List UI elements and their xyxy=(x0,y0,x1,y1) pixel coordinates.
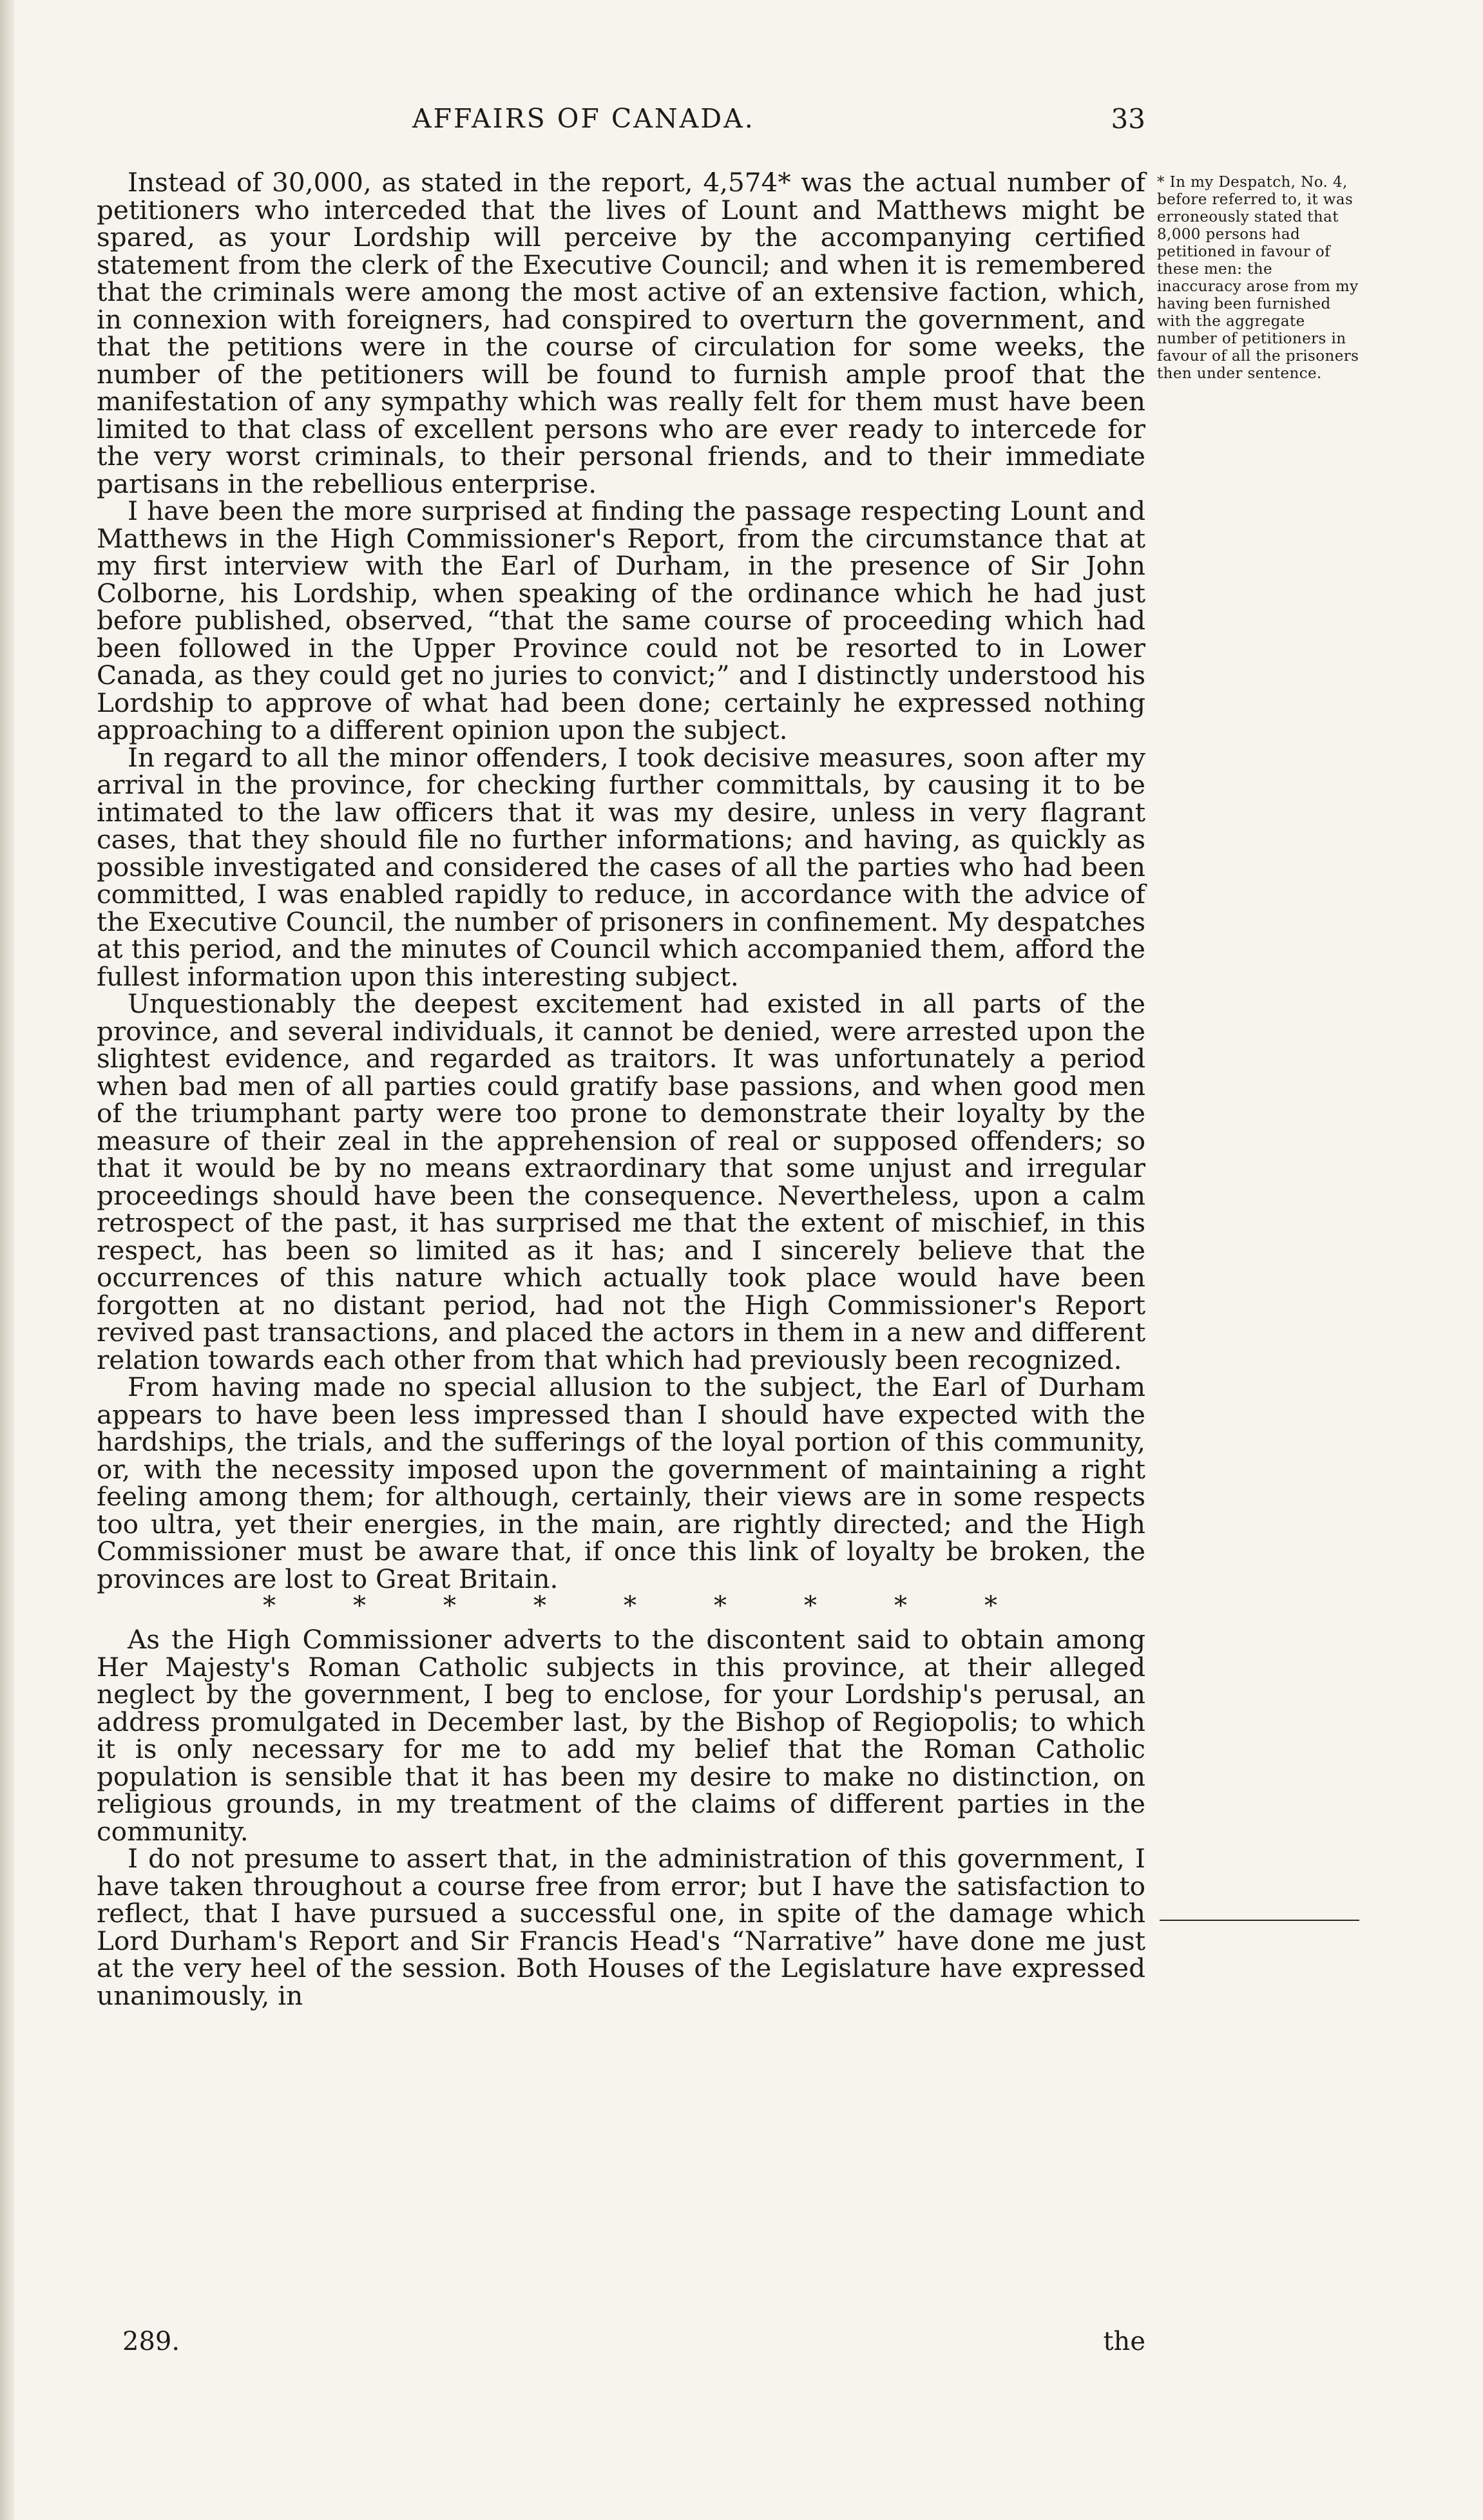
paragraph-3: In regard to all the minor offenders, I took decisive measures, soon after my arrival in the province, for checking further committals, by causing it to be intimated to the law officers that it was my desire, unless in very flagrant cases, that they should file no further informations; and having, as quickly as possible investigated and considered the cases of all the parties who had been committed, I was enabled rapidly to reduce, in accordance with the advice of the Executive Council, the number of prisoners in confinement. My despatches at this period, and the minutes of Council which accompanied them, afford the fullest information upon this interesting subject. xyxy=(97,741,1145,992)
paragraph-2: I have been the more surprised at finding the passage respecting Lount and Matthews in the High Commissioner's Report, from the circumstance that at my first interview with the Earl of Durham, in the presence of Sir John Colborne, his Lordship, when speaking of the ordinance which he had just before published, observed, “that the same course of proceeding which had been followed in the Upper Province could not be resorted to in Lower Canada, as they could get no juries to convict;” and I distinctly understood his Lordship to approve of what had been done; certainly he expressed nothing approaching to a different opinion upon the subject. xyxy=(97,495,1145,745)
asterisk: * xyxy=(984,1591,997,1621)
asterisk: * xyxy=(443,1591,456,1621)
signature-mark: 289. xyxy=(122,2327,180,2356)
asterisk: * xyxy=(714,1591,727,1621)
catchword: the xyxy=(1103,2327,1145,2356)
section-break-asterisks xyxy=(263,1592,997,1619)
asterisk: * xyxy=(624,1591,636,1621)
paragraph-1: Instead of 30,000, as stated in the report, 4,574* was the actual number of petitioners who interceded that the lives of Lount and Matthews might be spared, as your Lordship will perceive by the accompanying certified statement from the clerk of the Executive Council; and when it is remembered that the criminals were among the most active of an extensive faction, which, in connexion with foreigners, had conspired to overturn the government, and that the petitions were in the course of circulation for some weeks, the number of the petitioners will be found to furnish ample proof that the manifestation of any sympathy which was really felt for them must have been limited to that class of excellent persons who are ever ready to intercede for the very worst criminals, to their personal friends, and to their immediate partisans in the rebellious enterprise. xyxy=(97,167,1145,499)
running-title: AFFAIRS OF CANADA. xyxy=(412,103,755,134)
paragraph-7: I do not presume to assert that, in the administration of this government, I have taken throughout a course free from error; but I have the satisfaction to reflect, that I have pursued a successful one, in spite of the damage which Lord Durham's Report and Sir Francis Head's “Narrative” have done me just at the very heel of the session. Both Houses of the Legislature have expressed unanimously, in xyxy=(97,1843,1145,2011)
marginal-footnote: * In my Despatch, No. 4, before referred to, it was erroneously stated that 8,000 persons had petitioned in favour of these men: the inaccuracy arose from my having been furnished with the aggregate number of petitioners in favour of all the prisoners then under sentence. xyxy=(1157,174,1359,382)
margin-rule xyxy=(1160,1920,1359,1921)
asterisk: * xyxy=(263,1591,276,1621)
asterisk: * xyxy=(894,1591,907,1621)
page-spine-edge xyxy=(0,0,14,2520)
asterisk: * xyxy=(353,1591,366,1621)
asterisk: * xyxy=(804,1591,817,1621)
asterisk: * xyxy=(533,1591,546,1621)
paragraph-5: From having made no special allusion to the subject, the Earl of Durham appears to have been less impressed than I should have expected with the hardships, the trials, and the sufferings of the loyal portion of this community, or, with the necessity imposed upon the government of maintaining a right feeling among them; for although, certainly, their views are in some respects too ultra, yet their energies, in the main, are rightly directed; and the High Commissioner must be aware that, if once this link of loyalty be broken, the provinces are lost to Great Britain. xyxy=(97,1371,1145,1594)
page-number: 33 xyxy=(1111,103,1145,135)
paragraph-4: Unquestionably the deepest excitement had existed in all parts of the province, and several individuals, it cannot be denied, were arrested upon the slightest evidence, and regarded as traitors. It was unfortunately a period when bad men of all parties could gratify base passions, and when good men of the triumphant party were too prone to demonstrate their loyalty by the measure of their zeal in the apprehension of real or supposed offenders; so that it would be by no means extraordinary that some unjust and irregular proceedings should have been the consequence. Nevertheless, upon a calm retrospect of the past, it has surprised me that the extent of mischief, in this respect, has been so limited as it has; and I sincerely believe that the occurrences of this nature which actually took place would have been forgotten at no distant period, had not the High Commissioner's Report revived past transactions, and placed the actors in them in a new and different relation towards each other from that which had previously been recognized. xyxy=(97,988,1145,1375)
main-text xyxy=(97,169,1145,2009)
paragraph-6: As the High Commissioner adverts to the discontent said to obtain among Her Majesty's Roman Catholic subjects in this province, at their alleged neglect by the government, I beg to enclose, for your Lordship's perusal, an address promulgated in December last, by the Bishop of Regiopolis; to which it is only necessary for me to add my belief that the Roman Catholic population is sensible that it has been my desire to make no distinction, on religious grounds, in my treatment of the claims of different parties in the community. xyxy=(97,1624,1145,1847)
